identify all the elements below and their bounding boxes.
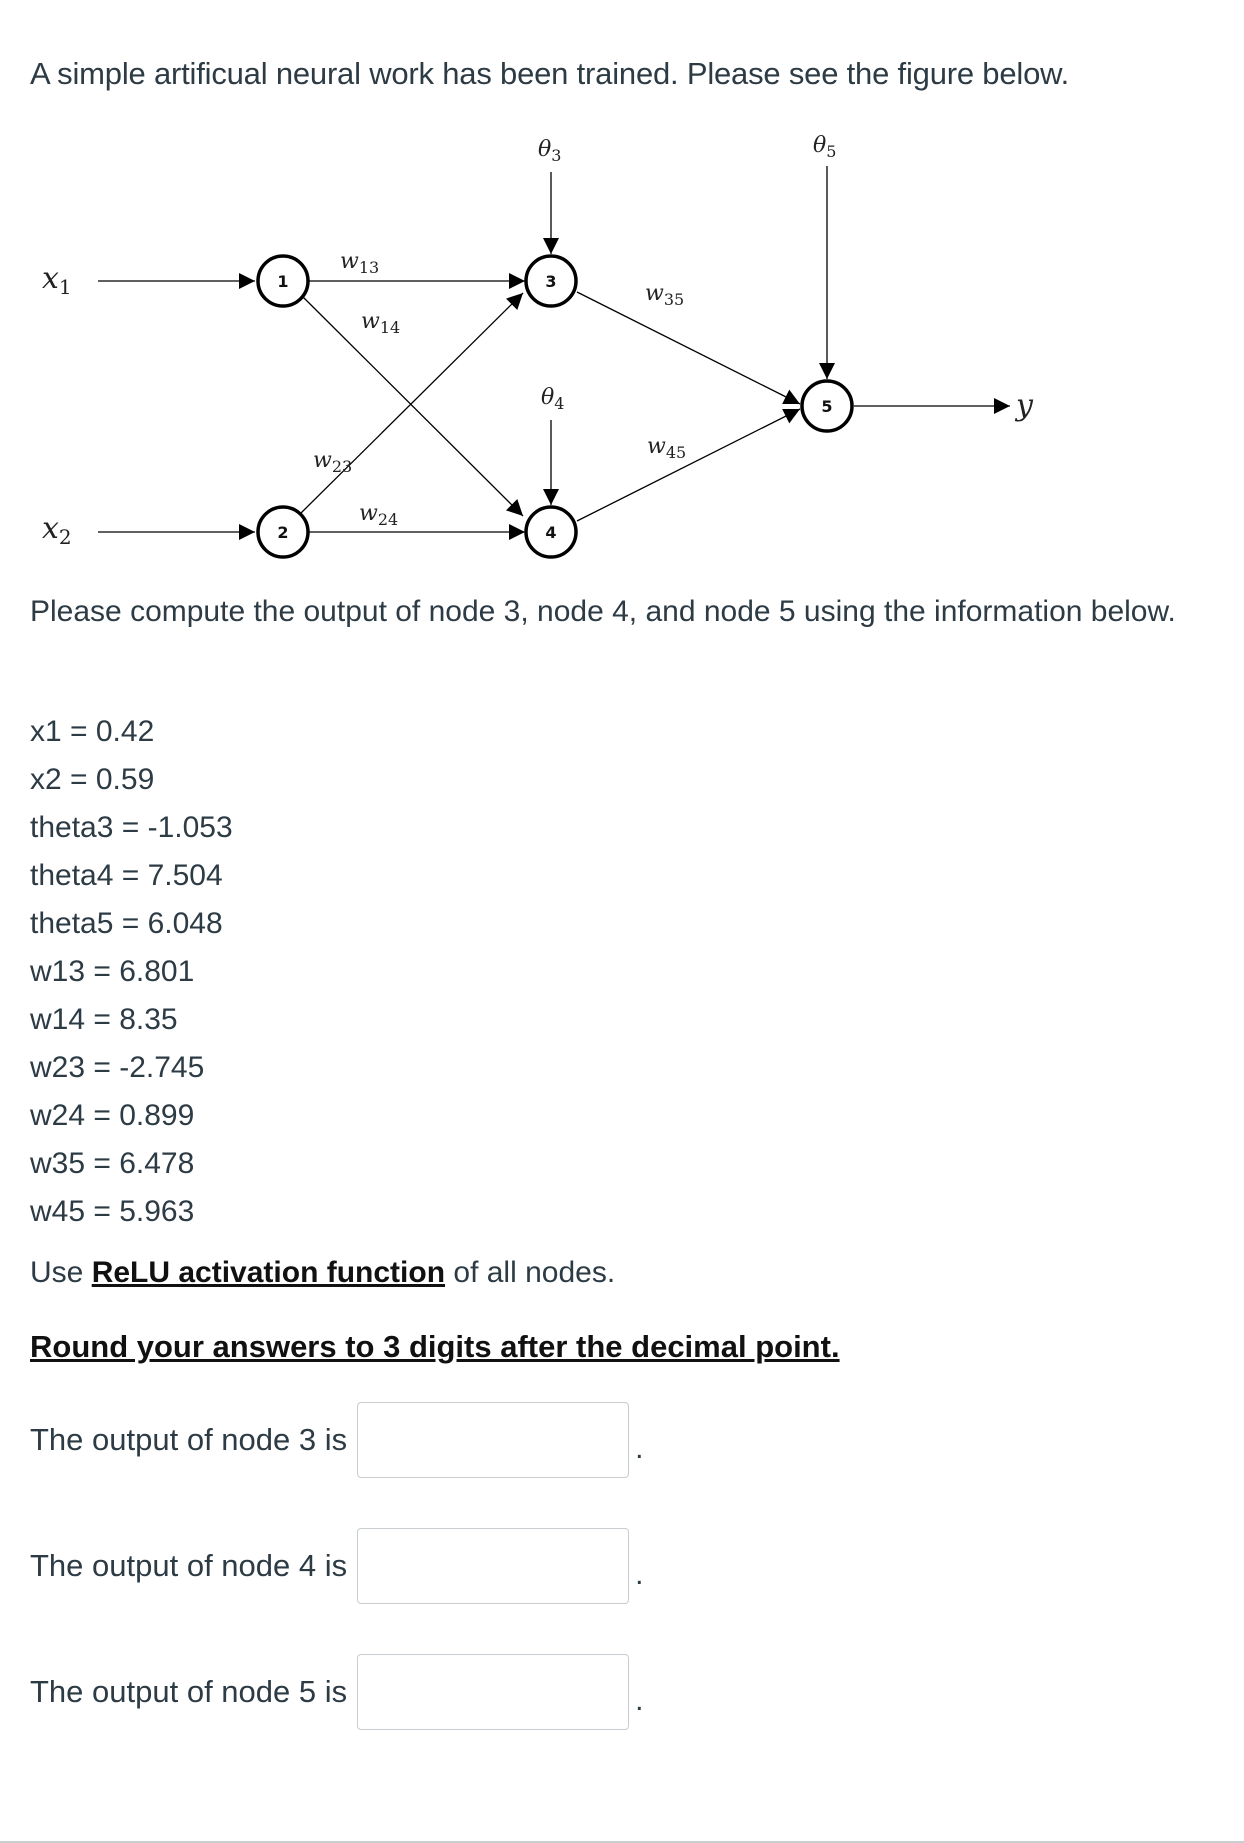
answer-period-node3: . <box>635 1432 644 1465</box>
param-w13: w13 = 6.801 <box>30 955 195 988</box>
edge-w35 <box>577 292 800 404</box>
theta5-label: θ5 <box>813 133 837 161</box>
param-w14: w14 = 8.35 <box>30 1003 178 1036</box>
question-text: Please compute the output of node 3, node 4, and node 5 using the information below. <box>30 595 1176 628</box>
node-5-label: 5 <box>821 397 833 416</box>
parameter-list <box>30 708 233 1236</box>
output-label-y: y <box>1016 388 1033 423</box>
weight-label-w14: w14 <box>361 309 401 337</box>
param-w24: w24 = 0.899 <box>30 1099 195 1132</box>
weight-label-w35: w35 <box>645 281 685 309</box>
answer-input-node4[interactable] <box>357 1528 629 1604</box>
node-3-label: 3 <box>545 272 557 291</box>
param-w23: w23 = -2.745 <box>30 1051 205 1084</box>
answer-row-node4 <box>30 1526 643 1606</box>
relu-activation-emphasis: ReLU activation function <box>91 1256 446 1289</box>
relu-prefix: Use <box>30 1256 92 1289</box>
neural-network-diagram <box>0 120 1244 560</box>
param-theta5: theta5 = 6.048 <box>30 907 223 940</box>
param-x2: x2 = 0.59 <box>30 763 155 796</box>
weight-label-w45: w45 <box>647 434 687 462</box>
answer-input-node3[interactable] <box>357 1402 629 1478</box>
param-w35: w35 = 6.478 <box>30 1147 195 1180</box>
relu-suffix: of all nodes. <box>445 1256 616 1289</box>
answer-row-node3 <box>30 1400 643 1480</box>
edge-w23 <box>301 293 523 513</box>
answer-input-node5[interactable] <box>357 1654 629 1730</box>
edge-w14 <box>302 296 523 516</box>
answer-period-node4: . <box>635 1558 644 1591</box>
node-4-label: 4 <box>545 523 557 542</box>
edge-w45 <box>577 409 800 521</box>
node-2-label: 2 <box>277 523 289 542</box>
rounding-instruction: Round your answers to 3 digits after the decimal point. <box>30 1329 840 1364</box>
answer-label-node3: The output of node 3 is <box>30 1422 348 1457</box>
intro-text: A simple artificual neural work has been trained. Please see the figure below. <box>30 56 1070 91</box>
theta4-label: θ4 <box>541 385 565 413</box>
param-x1: x1 = 0.42 <box>30 715 155 748</box>
weight-label-w24: w24 <box>359 501 399 529</box>
weight-label-w23: w23 <box>313 448 353 476</box>
answer-label-node4: The output of node 4 is <box>30 1548 348 1583</box>
input-label-x2: x2 <box>42 511 72 549</box>
answer-row-node5 <box>30 1652 643 1732</box>
input-label-x1: x1 <box>42 261 72 299</box>
param-theta3: theta3 = -1.053 <box>30 811 233 844</box>
param-w45: w45 = 5.963 <box>30 1195 195 1228</box>
theta3-label: θ3 <box>538 137 562 165</box>
answer-period-node5: . <box>635 1684 644 1717</box>
weight-label-w13: w13 <box>340 249 380 277</box>
param-theta4: theta4 = 7.504 <box>30 859 223 892</box>
node-1-label: 1 <box>277 272 289 291</box>
answer-label-node5: The output of node 5 is <box>30 1674 348 1709</box>
activation-instruction <box>30 1256 615 1290</box>
